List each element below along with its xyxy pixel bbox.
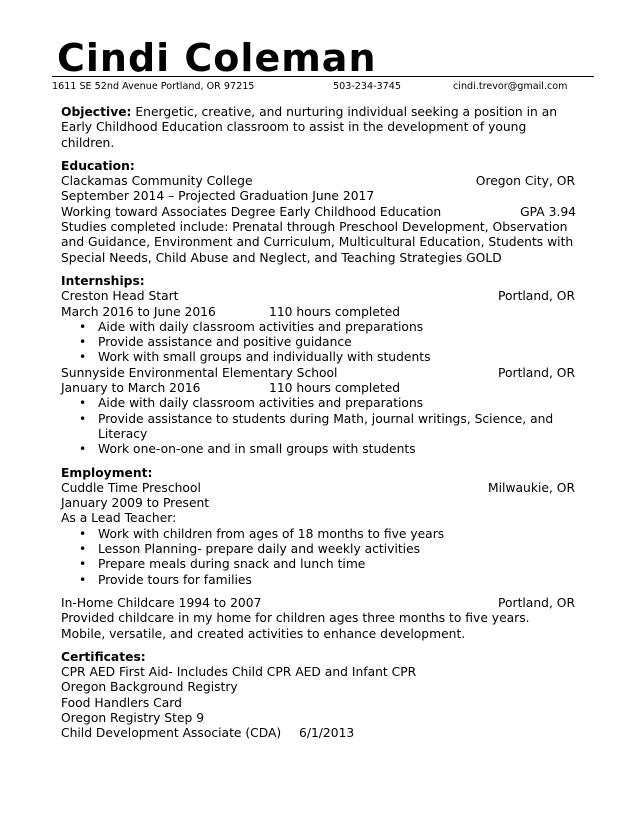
- job-org: Cuddle Time Preschool: [61, 480, 201, 495]
- list-item: • Aide with daily classroom activities and preparations: [98, 396, 579, 411]
- job-description: Mobile, versatile, and created activities to enhance development.: [61, 626, 466, 641]
- certificates-heading: Certificates:: [61, 649, 146, 664]
- certificate-item: Food Handlers Card: [61, 695, 182, 710]
- objective-heading: Objective:: [61, 105, 132, 119]
- job-duties-list: [61, 527, 579, 588]
- job-location: Portland, OR: [498, 595, 575, 610]
- list-item: • Lesson Planning- prepare daily and weekly activities: [98, 542, 579, 557]
- education-location: Oregon City, OR: [475, 174, 575, 189]
- education-school: Clackamas Community College: [61, 174, 253, 189]
- internship-hours: 110 hours completed: [269, 381, 401, 396]
- objective-text: Energetic, creative, and nurturing individual seeking a position in an Early Childhood Education classroom to assist in the development of young children.: [61, 105, 558, 150]
- internships-heading: Internships:: [61, 273, 145, 288]
- internship-dates: March 2016 to June 2016: [61, 304, 216, 319]
- internship-duties-list: [61, 396, 579, 457]
- internships-section: [61, 274, 579, 458]
- education-dates: September 2014 – Projected Graduation June 2017: [61, 189, 375, 204]
- list-item: • Provide assistance to students during Math, journal writings, Science, and Literacy: [98, 412, 579, 443]
- list-item: • Provide tours for families: [98, 573, 579, 588]
- header-divider: [52, 76, 594, 77]
- list-item: • Aide with daily classroom activities and preparations: [98, 320, 579, 335]
- internship-org: Sunnyside Environmental Elementary School: [61, 365, 338, 380]
- internship-duties-list: [61, 320, 579, 366]
- internship-location: Portland, OR: [498, 289, 575, 304]
- certificate-cda: Child Development Associate (CDA): [61, 726, 282, 741]
- internship-location: Portland, OR: [498, 365, 575, 380]
- list-item: • Prepare meals during snack and lunch time: [98, 557, 579, 572]
- job-location: Milwaukie, OR: [488, 480, 575, 495]
- candidate-name: Cindi Coleman: [57, 36, 377, 80]
- resume-body: [61, 105, 579, 742]
- contact-email: cindi.trevor@gmail.com: [453, 81, 568, 92]
- education-degree: Working toward Associates Degree Early Childhood Education: [61, 204, 442, 219]
- list-item: • Provide assistance and positive guidance: [98, 335, 579, 350]
- education-gpa: GPA 3.94: [520, 204, 576, 219]
- certificates-section: [61, 650, 579, 742]
- contact-address: 1611 SE 52nd Avenue Portland, OR 97215: [52, 81, 255, 92]
- employment-section: [61, 466, 579, 642]
- education-heading: Education:: [61, 158, 135, 173]
- objective-section: [61, 105, 579, 151]
- list-item: • Work with children from ages of 18 months to five years: [98, 527, 579, 542]
- internship-hours: 110 hours completed: [269, 304, 401, 319]
- certificate-cda-date: 6/1/2013: [299, 726, 355, 741]
- certificate-item: CPR AED First Aid- Includes Child CPR AED and Infant CPR: [61, 665, 417, 680]
- job-description: Provided childcare in my home for children ages three months to five years.: [61, 611, 530, 626]
- internship-dates: January to March 2016: [61, 381, 201, 396]
- certificate-item: Oregon Background Registry: [61, 680, 238, 695]
- list-item: • Work one-on-one and in small groups with students: [98, 442, 579, 457]
- job-role: As a Lead Teacher:: [61, 511, 177, 526]
- employment-heading: Employment:: [61, 465, 153, 480]
- contact-phone: 503-234-3745: [333, 81, 401, 92]
- internship-org: Creston Head Start: [61, 289, 179, 304]
- job-org: In-Home Childcare 1994 to 2007: [61, 595, 262, 610]
- certificate-item: Oregon Registry Step 9: [61, 710, 205, 725]
- list-item: • Work with small groups and individually with students: [98, 350, 579, 365]
- education-section: [61, 159, 579, 266]
- job-dates: January 2009 to Present: [61, 496, 210, 511]
- education-studies: Studies completed include: Prenatal through Preschool Development, Observation and Guidance, Environment and Curriculum, Multicultural Education, Students with Special Needs, Child Abuse and Neglect, and Teaching Strategies GOLD: [61, 220, 574, 265]
